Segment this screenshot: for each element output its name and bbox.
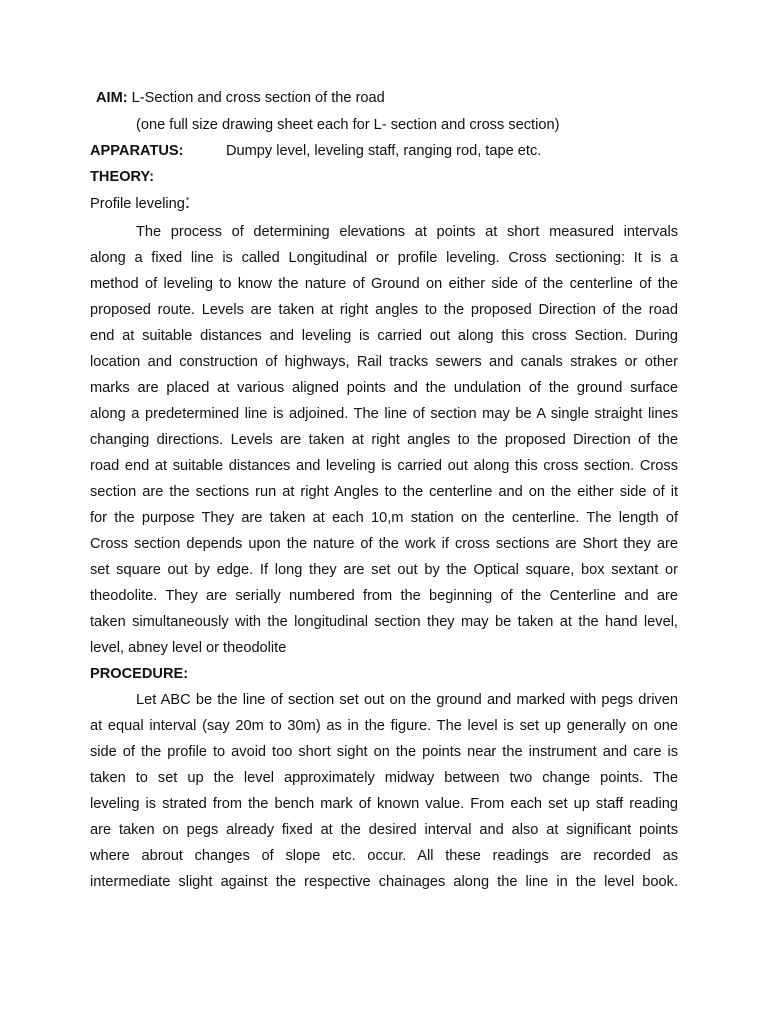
theory-line-6: location and construction of highways, Rail tracks sewers and canals strakes or other xyxy=(90,354,678,370)
theory-line-10: road end at suitable distances and leveling is carried out along this cross section. Cross xyxy=(90,458,678,474)
procedure-heading: PROCEDURE: xyxy=(90,666,189,682)
apparatus-text: Dumpy level, leveling staff, ranging rod, tape etc. xyxy=(226,143,542,159)
theory-line-4: proposed route. Levels are taken at right angles to the proposed Direction of the road xyxy=(90,302,678,318)
aim-note: (one full size drawing sheet each for L- section and cross section) xyxy=(136,117,560,133)
theory-line-2: along a fixed line is called Longitudinal or profile leveling. Cross sectioning: It is a xyxy=(90,250,678,266)
procedure-line-8: intermediate slight against the respective chainages along the line in the level book. xyxy=(90,874,678,890)
theory-line-5: end at suitable distances and leveling is carried out along this cross Section. During xyxy=(90,328,678,344)
theory-line-3: method of leveling to know the nature of Ground on either side of the centerline of the xyxy=(90,276,678,292)
profile-leveling-subheading xyxy=(90,194,678,213)
procedure-line-3: side of the profile to avoid too short sight on the points near the instrument and care is xyxy=(90,744,678,760)
profile-leveling-text: Profile leveling xyxy=(90,196,185,212)
procedure-line-2: at equal interval (say 20m to 30m) as in the figure. The level is set up generally on one xyxy=(90,718,678,734)
theory-line-15: theodolite. They are serially numbered from the beginning of the Centerline and are xyxy=(90,588,678,604)
theory-line-1: The process of determining elevations at points at short measured intervals xyxy=(136,224,678,240)
theory-heading: THEORY: xyxy=(90,169,155,185)
procedure-line-5: leveling is strated from the bench mark of known value. From each set up staff reading xyxy=(90,796,678,812)
theory-line-17: level, abney level or theodolite xyxy=(90,640,287,656)
aim-label: AIM: xyxy=(96,90,128,106)
theory-line-7: marks are placed at various aligned points and the undulation of the ground surface xyxy=(90,380,678,396)
apparatus-label: APPARATUS: xyxy=(90,143,184,159)
apparatus-line xyxy=(90,142,678,160)
profile-leveling-colon: : xyxy=(184,192,191,213)
procedure-line-4: taken to set up the level approximately midway between two change points. The xyxy=(90,770,678,786)
theory-line-8: along a predetermined line is adjoined. The line of section may be A single straight lines xyxy=(90,406,678,422)
theory-line-12: for the purpose They are taken at each 10,m station on the centerline. The length of xyxy=(90,510,678,526)
procedure-line-6: are taken on pegs already fixed at the desired interval and also at significant points xyxy=(90,822,678,838)
procedure-line-1: Let ABC be the line of section set out on the ground and marked with pegs driven xyxy=(136,692,678,708)
theory-line-16: taken simultaneously with the longitudinal section they may be taken at the hand level, xyxy=(90,614,678,630)
theory-line-13: Cross section depends upon the nature of the work if cross sections are Short they are xyxy=(90,536,678,552)
theory-line-11: section are the sections run at right Angles to the centerline and on the either side of it xyxy=(90,484,678,500)
aim-line xyxy=(96,89,684,107)
procedure-line-7: where abrout changes of slope etc. occur. All these readings are recorded as xyxy=(90,848,678,864)
theory-line-9: changing directions. Levels are taken at right angles to the proposed Direction of the xyxy=(90,432,678,448)
theory-line-14: set square out by edge. If long they are set out by the Optical square, box sextant or xyxy=(90,562,678,578)
aim-text: L-Section and cross section of the road xyxy=(127,90,385,106)
